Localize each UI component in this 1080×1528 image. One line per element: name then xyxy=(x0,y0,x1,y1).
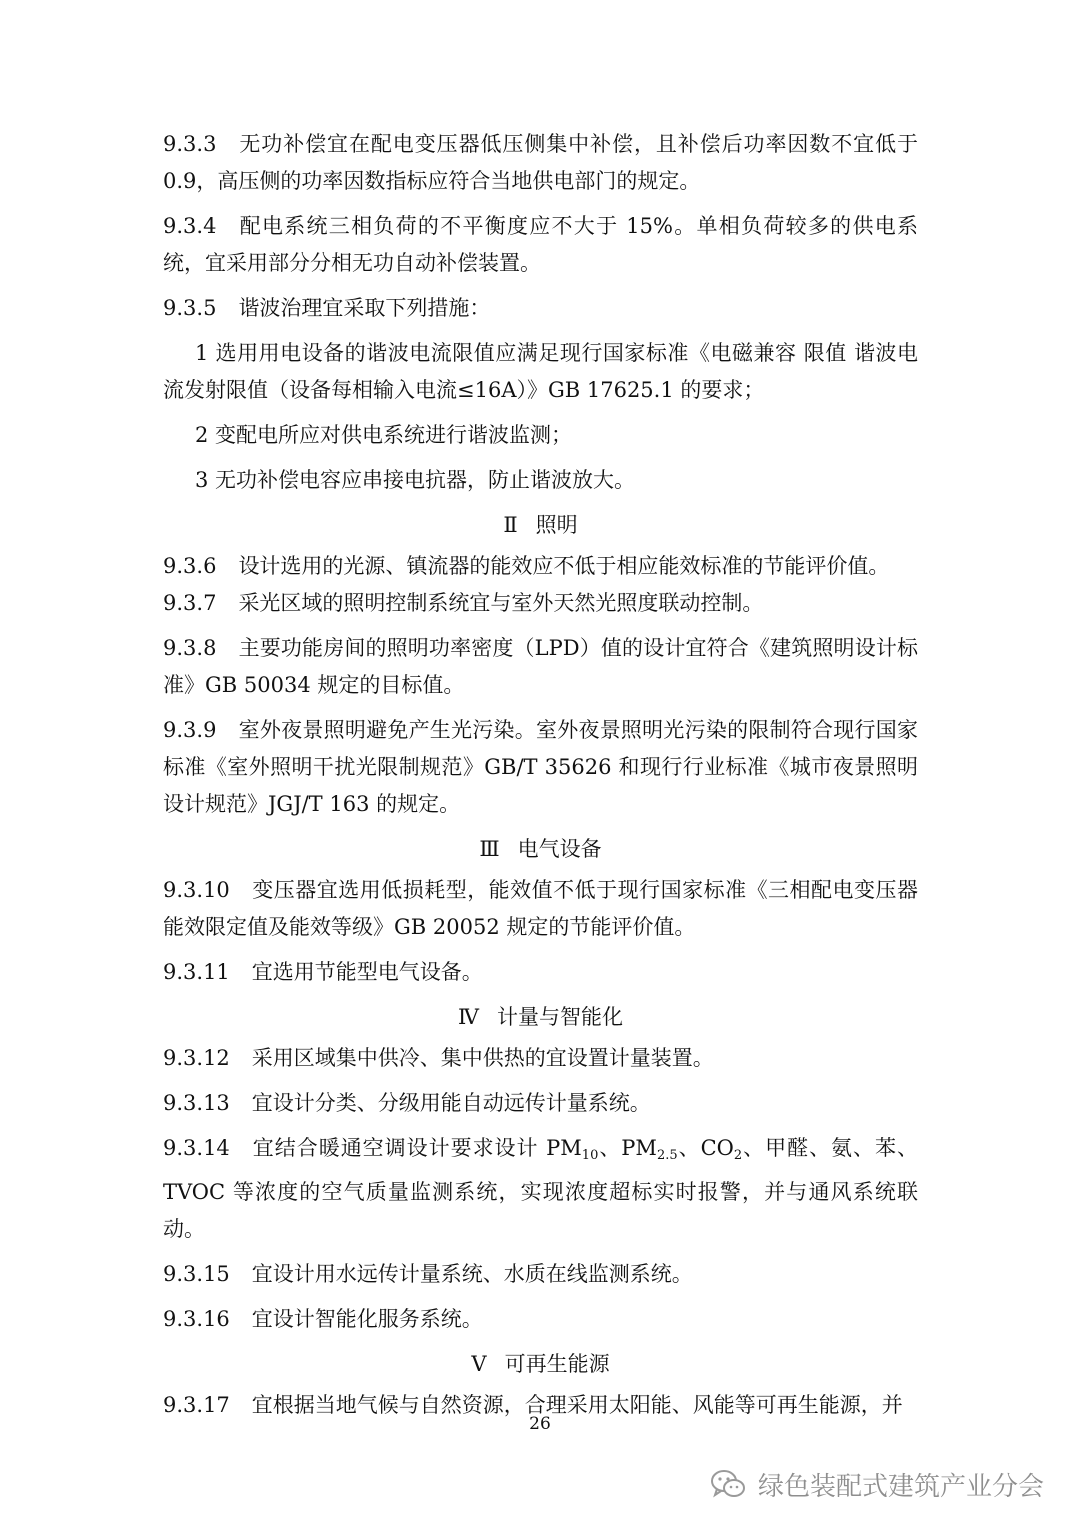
subscript: 10 xyxy=(581,1148,599,1163)
section-heading xyxy=(163,1346,918,1383)
clause-text: 宜根据当地气候与自然资源，合理采用太阳能、风能等可再生能源，并 xyxy=(251,1393,903,1417)
clause-text: 设计选用的光源、镇流器的能效应不低于相应能效标准的节能评价值。 xyxy=(238,554,890,578)
section-numeral: Ⅳ xyxy=(458,1005,479,1029)
clause-text: 、甲醛、氨、苯、TVOC 等浓度的空气质量监测系统，实现浓度超标实时报警，并与通风系统联动。 xyxy=(163,1136,918,1241)
clause-number: 9.3.6 xyxy=(163,554,217,578)
clause-text: 宜结合暖通空调设计要求设计 PM xyxy=(251,1136,582,1160)
clause-number: 9.3.16 xyxy=(163,1307,230,1331)
clause xyxy=(163,1085,918,1122)
clause-text: 主要功能房间的照明功率密度（LPD）值的设计宜符合《建筑照明设计标准》GB 50034 规定的目标值。 xyxy=(163,636,918,697)
section-title: 电气设备 xyxy=(517,837,602,861)
clause-text: 宜设计用水远传计量系统、水质在线监测系统。 xyxy=(251,1262,693,1286)
clause-text: 宜设计智能化服务系统。 xyxy=(251,1307,483,1331)
clause xyxy=(163,630,918,704)
clause-text: 采光区域的照明控制系统宜与室外天然光照度联动控制。 xyxy=(238,591,764,615)
wechat-icon xyxy=(708,1464,748,1504)
clause xyxy=(163,1040,918,1077)
section-numeral: Ⅲ xyxy=(479,837,500,861)
clause-text: 宜设计分类、分级用能自动远传计量系统。 xyxy=(251,1091,651,1115)
clause xyxy=(163,548,918,585)
clause-text: 无功补偿宜在配电变压器低压侧集中补偿，且补偿后功率因数不宜低于0.9，高压侧的功率因数指标应符合当地供电部门的规定。 xyxy=(163,132,918,193)
clause xyxy=(163,872,918,946)
clause-text: 采用区域集中供冷、集中供热的宜设置计量装置。 xyxy=(251,1046,714,1070)
clause-text: 变压器宜选用低损耗型，能效值不低于现行国家标准《三相配电变压器能效限定值及能效等级》GB 20052 规定的节能评价值。 xyxy=(163,878,918,939)
clause-text: 宜选用节能型电气设备。 xyxy=(251,960,483,984)
subscript: 2 xyxy=(733,1148,743,1163)
clause xyxy=(163,954,918,991)
section-heading xyxy=(163,507,918,544)
section-title: 照明 xyxy=(535,513,578,537)
clause-number: 9.3.12 xyxy=(163,1046,230,1070)
clause xyxy=(163,1130,918,1248)
section-heading xyxy=(163,999,918,1036)
watermark xyxy=(708,1464,1044,1504)
clause-text: 室外夜景照明避免产生光污染。室外夜景照明光污染的限制符合现行国家标准《室外照明干扰光限制规范》GB/T 35626 和现行行业标准《城市夜景照明设计规范》JGJ/T 163 的规定。 xyxy=(163,718,918,816)
clause-number: 9.3.17 xyxy=(163,1393,230,1417)
document-body xyxy=(163,126,918,1432)
page-number: 26 xyxy=(529,1414,551,1434)
clause-number: 9.3.8 xyxy=(163,636,217,660)
clause-number: 9.3.10 xyxy=(163,878,230,902)
watermark-text: 绿色装配式建筑产业分会 xyxy=(757,1471,1044,1502)
section-title: 计量与智能化 xyxy=(496,1005,623,1029)
clause-number: 9.3.3 xyxy=(163,132,217,156)
section-heading xyxy=(163,831,918,868)
clause-number: 9.3.13 xyxy=(163,1091,230,1115)
clause xyxy=(163,208,918,282)
clause-text: 、PM xyxy=(598,1136,657,1160)
clause-number: 9.3.9 xyxy=(163,718,217,742)
clause-number: 9.3.4 xyxy=(163,214,217,238)
clause xyxy=(163,1301,918,1338)
clause xyxy=(163,1256,918,1293)
clause-number: 9.3.5 xyxy=(163,296,217,320)
clause xyxy=(163,126,918,200)
clause-text: 、CO xyxy=(677,1136,734,1160)
list-item: 2 变配电所应对供电系统进行谐波监测； xyxy=(195,423,573,447)
subscript: 2.5 xyxy=(656,1148,678,1163)
list-item: 3 无功补偿电容应串接电抗器，防止谐波放大。 xyxy=(195,468,636,492)
clause xyxy=(163,290,918,327)
clause-number: 9.3.15 xyxy=(163,1262,230,1286)
clause-text: 谐波治理宜采取下列措施： xyxy=(238,296,491,320)
clause-number: 9.3.14 xyxy=(163,1136,230,1160)
list-item: 1 选用用电设备的谐波电流限值应满足现行国家标准《电磁兼容 限值 谐波电流发射限值（设备每相输入电流≤16A）》GB 17625.1 的要求； xyxy=(163,341,918,402)
clause xyxy=(163,712,918,823)
section-title: 可再生能源 xyxy=(504,1352,610,1376)
clause-number: 9.3.11 xyxy=(163,960,230,984)
clause-text: 配电系统三相负荷的不平衡度应不大于 15%。单相负荷较多的供电系统，宜采用部分分相无功自动补偿装置。 xyxy=(163,214,918,275)
section-numeral: Ⅴ xyxy=(471,1352,487,1376)
section-numeral: Ⅱ xyxy=(503,513,518,537)
clause xyxy=(163,585,918,622)
clause-number: 9.3.7 xyxy=(163,591,217,615)
